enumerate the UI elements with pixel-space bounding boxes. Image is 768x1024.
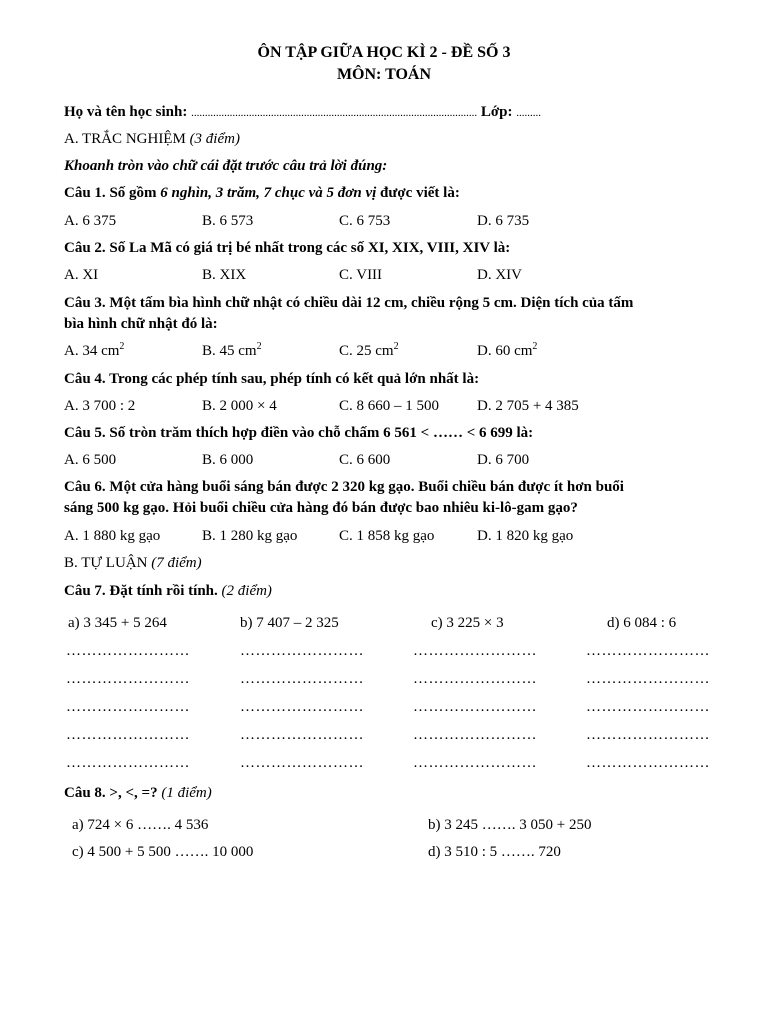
question-7-heading <box>64 583 272 600</box>
q1-option-b[interactable]: B. 6 573 <box>202 213 254 229</box>
q3-option-d[interactable] <box>477 343 537 360</box>
q7-item-c: c) 3 225 × 3 <box>431 615 504 631</box>
section-a-title: A. TRẮC NGHIỆM <box>64 131 186 147</box>
q6-option-d[interactable]: D. 1 820 kg gạo <box>477 528 574 544</box>
page-title: ÔN TẬP GIỮA HỌC KÌ 2 - ĐỀ SỐ 3 <box>257 44 511 61</box>
section-a-points: (3 điểm) <box>189 131 240 147</box>
q1-option-d[interactable]: D. 6 735 <box>477 213 530 229</box>
q7-dotted-line[interactable]: …………………… <box>413 727 537 743</box>
question-5: Câu 5. Số tròn trăm thích hợp điền vào chỗ chấm 6 561 < …… < 6 699 là: <box>64 425 534 441</box>
q5-option-c[interactable]: C. 6 600 <box>339 452 391 468</box>
q7-dotted-line[interactable]: …………………… <box>413 671 537 687</box>
q2-option-c[interactable]: C. VIII <box>339 267 383 283</box>
q6-option-b[interactable]: B. 1 280 kg gạo <box>202 528 298 544</box>
question-1 <box>64 185 460 202</box>
name-dots: ........................................................................................................ <box>191 107 478 119</box>
q7-dotted-line[interactable]: …………………… <box>66 727 190 743</box>
q3-option-d-sup: 2 <box>532 341 538 352</box>
question-7-label: Câu 7. Đặt tính rồi tính. <box>64 583 218 599</box>
question-1-label: Câu 1. <box>64 185 106 201</box>
q8-item-c[interactable]: c) 4 500 + 5 500 ……. 10 000 <box>72 844 254 860</box>
q7-dotted-line[interactable]: …………………… <box>413 643 537 659</box>
question-8-heading <box>64 785 212 802</box>
q7-dotted-line[interactable]: …………………… <box>240 727 364 743</box>
subject-title: MÔN: TOÁN <box>336 66 432 83</box>
q8-item-d[interactable]: d) 3 510 : 5 ……. 720 <box>428 844 561 860</box>
q3-option-c-text: C. 25 cm <box>339 343 394 359</box>
q4-option-b[interactable]: B. 2 000 × 4 <box>202 398 277 414</box>
q3-option-d-text: D. 60 cm <box>477 343 533 359</box>
q7-dotted-line[interactable]: …………………… <box>240 671 364 687</box>
q3-option-a-text: A. 34 cm <box>64 343 120 359</box>
q3-option-a[interactable] <box>64 343 124 360</box>
q7-item-b: b) 7 407 – 2 325 <box>240 615 339 631</box>
q7-dotted-line[interactable]: …………………… <box>586 643 710 659</box>
section-a-instruction: Khoanh tròn vào chữ cái đặt trước câu trả lời đúng: <box>64 158 388 174</box>
name-label: Họ và tên học sinh: <box>64 104 188 120</box>
q6-option-c[interactable]: C. 1 858 kg gạo <box>339 528 435 544</box>
question-8-points: (1 điểm) <box>161 785 212 801</box>
q1-option-c[interactable]: C. 6 753 <box>339 213 391 229</box>
q7-item-a: a) 3 345 + 5 264 <box>68 615 167 631</box>
class-dots: ......... <box>516 107 542 119</box>
q7-dotted-line[interactable]: …………………… <box>240 755 364 771</box>
section-a-heading <box>64 131 240 148</box>
q4-option-d[interactable]: D. 2 705 + 4 385 <box>477 398 579 414</box>
q3-option-b-text: B. 45 cm <box>202 343 257 359</box>
q7-dotted-line[interactable]: …………………… <box>586 727 710 743</box>
q4-option-c[interactable]: C. 8 660 – 1 500 <box>339 398 440 414</box>
q7-dotted-line[interactable]: …………………… <box>586 671 710 687</box>
q7-item-d: d) 6 084 : 6 <box>607 615 677 631</box>
question-3-line-1: Câu 3. Một tấm bìa hình chữ nhật có chiều dài 12 cm, chiều rộng 5 cm. Diện tích của tấm <box>64 295 634 311</box>
q7-dotted-line[interactable]: …………………… <box>66 755 190 771</box>
section-b-title: B. TỰ LUẬN <box>64 555 148 571</box>
q7-dotted-line[interactable]: …………………… <box>413 755 537 771</box>
q2-option-d[interactable]: D. XIV <box>477 267 522 283</box>
q7-dotted-line[interactable]: …………………… <box>66 671 190 687</box>
q2-option-a[interactable]: A. XI <box>64 267 99 283</box>
q3-option-c[interactable] <box>339 343 399 360</box>
student-info-line <box>64 104 541 121</box>
q7-dotted-line[interactable]: …………………… <box>586 699 710 715</box>
q7-dotted-line[interactable]: …………………… <box>66 643 190 659</box>
q3-option-a-sup: 2 <box>119 341 125 352</box>
section-b-heading <box>64 555 202 572</box>
q7-dotted-line[interactable]: …………………… <box>240 699 364 715</box>
question-8-label: Câu 8. >, <, =? <box>64 785 158 801</box>
q7-dotted-line[interactable]: …………………… <box>240 643 364 659</box>
q7-dotted-line[interactable]: …………………… <box>66 699 190 715</box>
question-6-line-2: sáng 500 kg gạo. Hỏi buổi chiều cửa hàng đó bán được bao nhiêu ki-lô-gam gạo? <box>64 500 578 516</box>
q7-dotted-line[interactable]: …………………… <box>413 699 537 715</box>
q5-option-b[interactable]: B. 6 000 <box>202 452 254 468</box>
question-7-points: (2 điểm) <box>221 583 272 599</box>
q7-dotted-line[interactable]: …………………… <box>586 755 710 771</box>
question-1-emphasis: 6 nghìn, 3 trăm, 7 chục và 5 đơn vị <box>160 185 377 201</box>
q5-option-d[interactable]: D. 6 700 <box>477 452 530 468</box>
question-3-line-2: bìa hình chữ nhật đó là: <box>64 316 218 332</box>
class-label: Lớp: <box>480 104 513 120</box>
q4-option-a[interactable]: A. 3 700 : 2 <box>64 398 136 414</box>
q3-option-b[interactable] <box>202 343 262 360</box>
q8-item-a[interactable]: a) 724 × 6 ……. 4 536 <box>72 817 209 833</box>
q3-option-b-sup: 2 <box>256 341 262 352</box>
question-4: Câu 4. Trong các phép tính sau, phép tính có kết quả lớn nhất là: <box>64 371 480 387</box>
q5-option-a[interactable]: A. 6 500 <box>64 452 117 468</box>
question-2: Câu 2. Số La Mã có giá trị bé nhất trong các số XI, XIX, VIII, XIV là: <box>64 240 511 256</box>
q8-item-b[interactable]: b) 3 245 ……. 3 050 + 250 <box>428 817 592 833</box>
question-1-text-end: được viết là: <box>380 185 460 201</box>
q1-option-a[interactable]: A. 6 375 <box>64 213 117 229</box>
question-1-text: Số gồm <box>109 185 157 201</box>
q3-option-c-sup: 2 <box>393 341 399 352</box>
question-6-line-1: Câu 6. Một cửa hàng buổi sáng bán được 2 320 kg gạo. Buổi chiều bán được ít hơn buổi <box>64 479 624 495</box>
q2-option-b[interactable]: B. XIX <box>202 267 247 283</box>
section-b-points: (7 điểm) <box>151 555 202 571</box>
q6-option-a[interactable]: A. 1 880 kg gạo <box>64 528 161 544</box>
